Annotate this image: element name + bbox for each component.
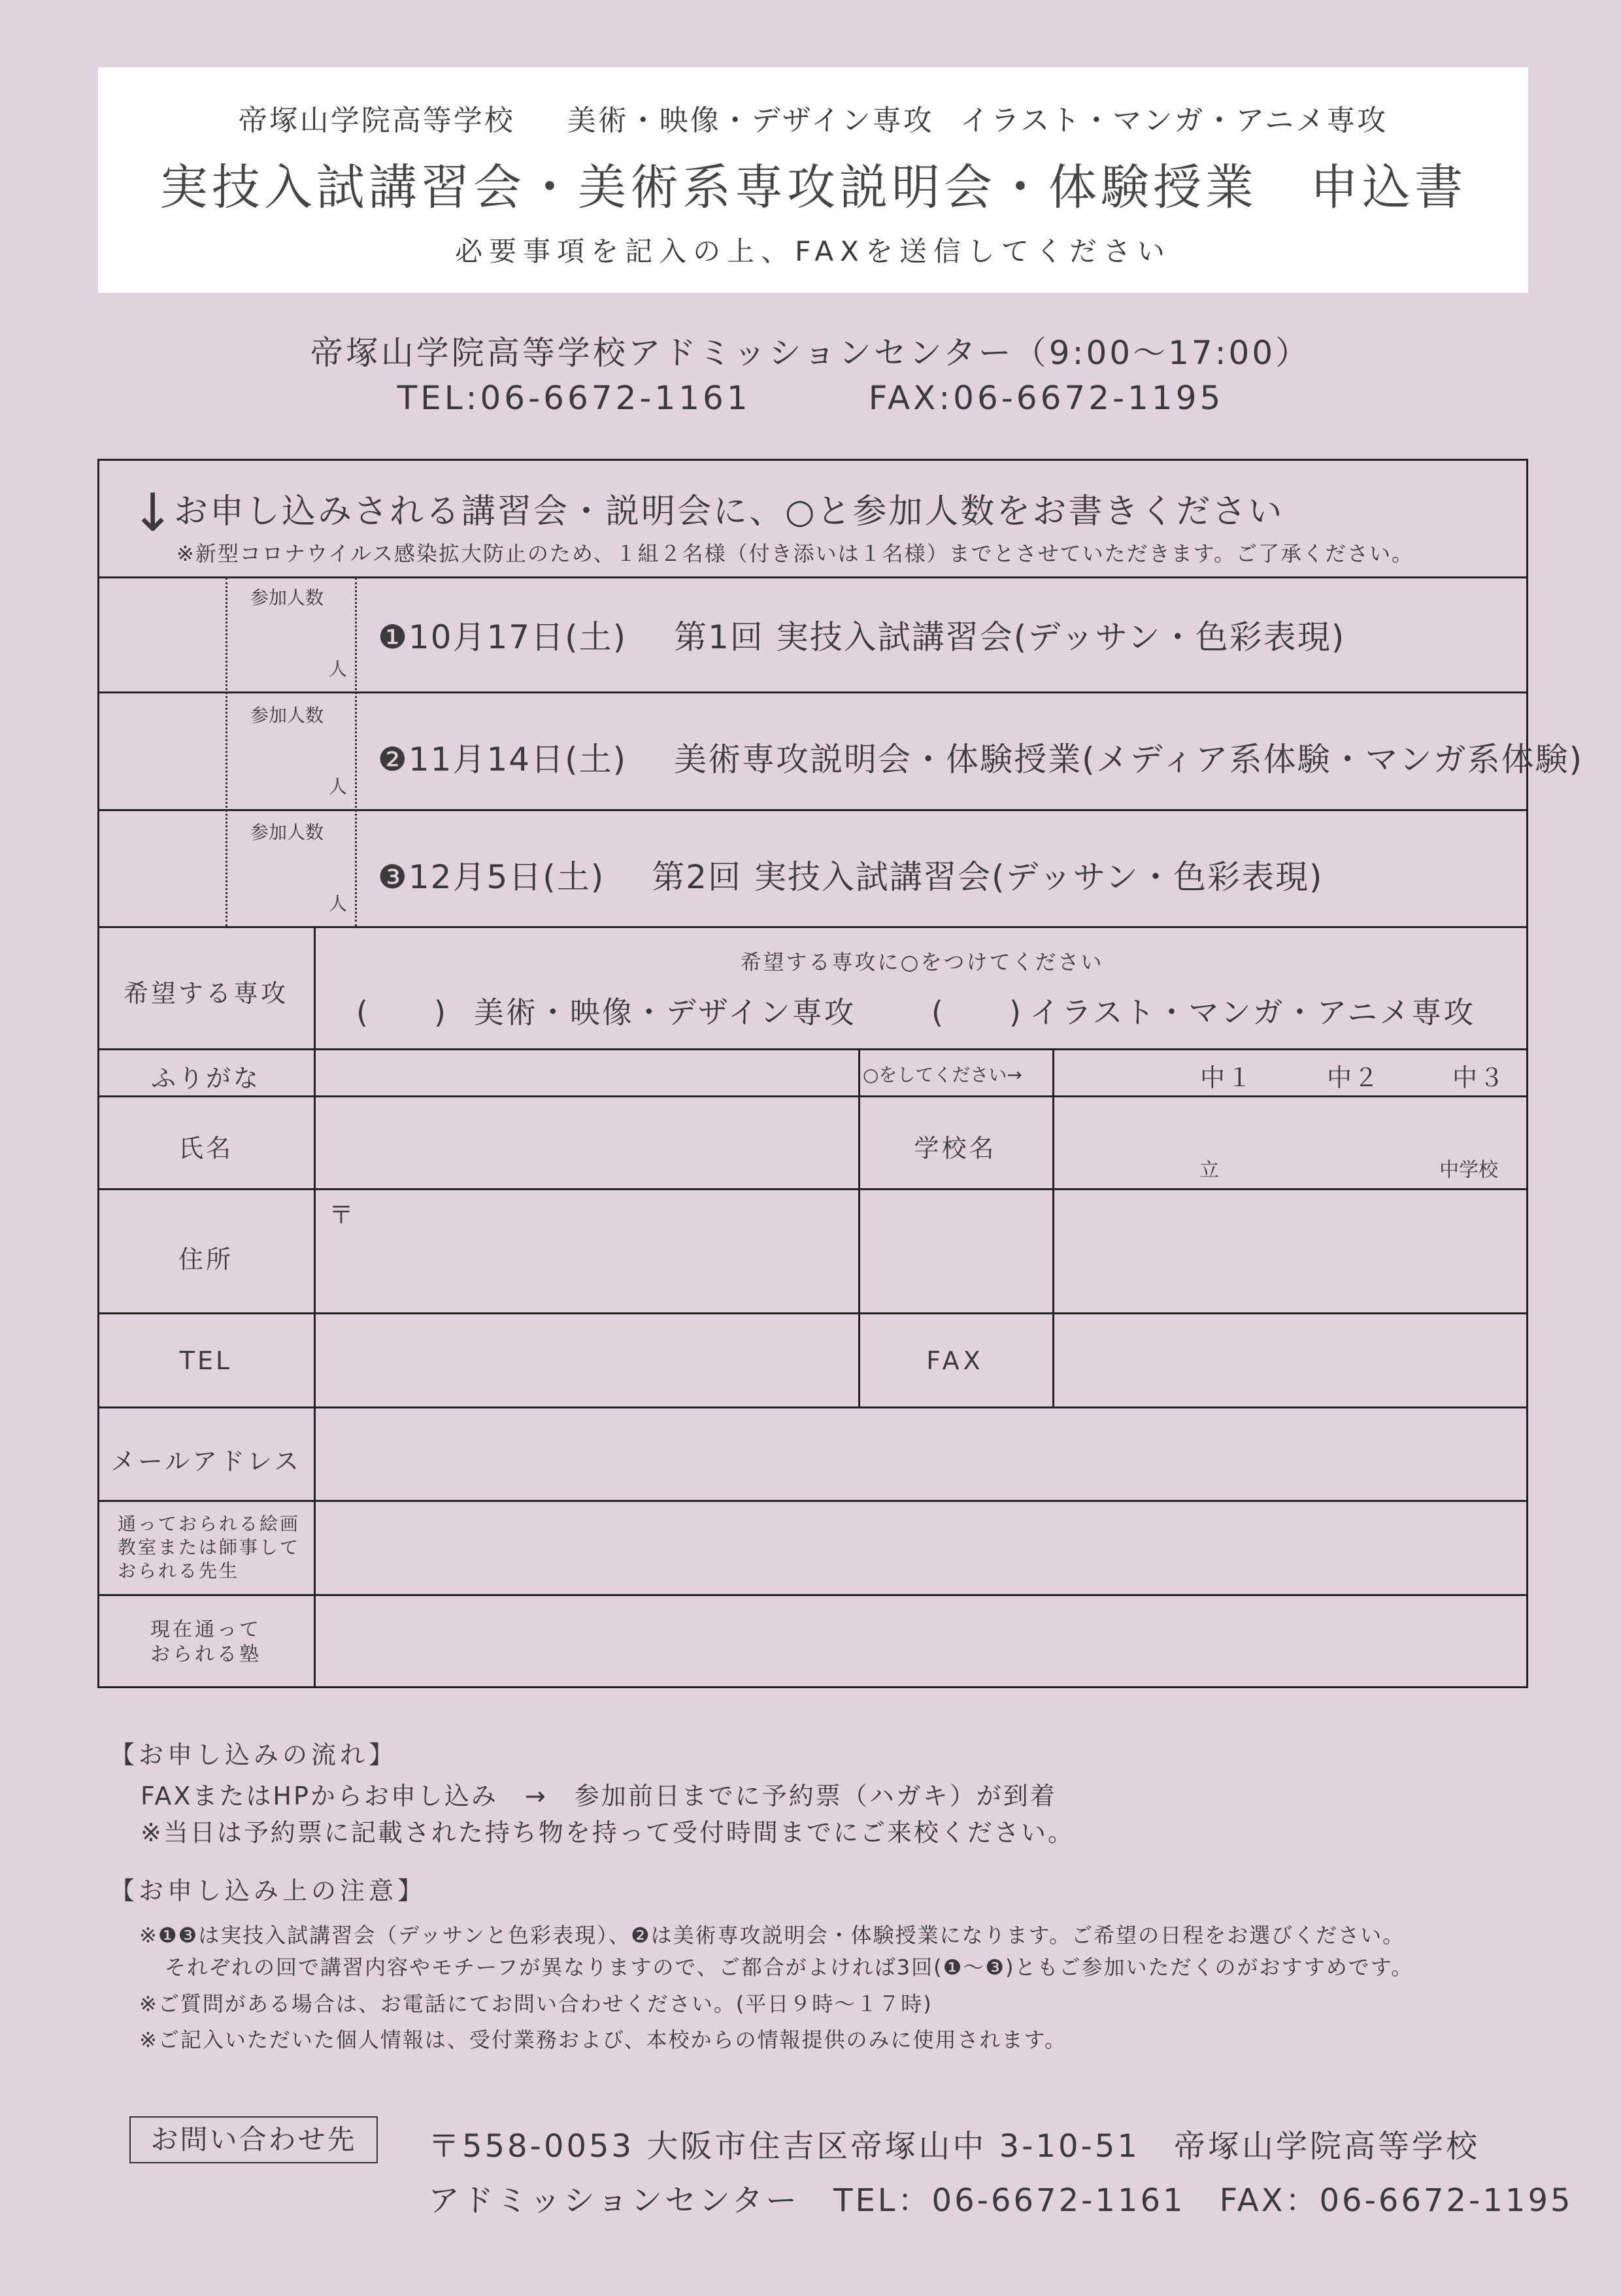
major-option-illust[interactable] bbox=[931, 989, 1475, 1032]
person-unit: 人 bbox=[329, 776, 348, 797]
address-input[interactable] bbox=[316, 1190, 1528, 1312]
participant-count-label: 参加人数 bbox=[250, 705, 324, 726]
furigana-input[interactable] bbox=[316, 1050, 858, 1094]
address-label: 住所 bbox=[178, 1245, 233, 1274]
event-3-count-input[interactable] bbox=[227, 843, 354, 882]
caution-line-4: ※ご記入いただいた個人情報は、受付業務および、本校からの情報提供のみに使用されます。 bbox=[139, 2027, 1067, 2052]
school-name-label: 学校名 bbox=[914, 1134, 997, 1163]
email-label: メールアドレス bbox=[110, 1447, 302, 1476]
caution-line-1: ※❶❸は実技入試講習会（デッサンと色彩表現）、❷は美術専攻説明会・体験授業になります。ご希望の日程をお選びください。 bbox=[139, 1923, 1405, 1948]
major-label: 希望する専攻 bbox=[123, 979, 288, 1008]
divider bbox=[97, 691, 1528, 693]
major-hint: 希望する専攻に○をつけてください bbox=[740, 950, 1104, 974]
contact-numbers bbox=[0, 379, 1621, 417]
divider bbox=[97, 809, 1528, 811]
grade-2[interactable]: 中２ bbox=[1327, 1063, 1381, 1092]
furigana-label: ふりがな bbox=[150, 1064, 261, 1093]
event-number: ❸ bbox=[378, 858, 409, 896]
flow-heading: 【お申し込みの流れ】 bbox=[110, 1740, 398, 1769]
event-name: 美術専攻説明会・体験授業(メディア系体験・マンガ系体験) bbox=[674, 740, 1584, 778]
postal-mark: 〒 bbox=[329, 1201, 354, 1229]
divider bbox=[97, 576, 1528, 578]
grade-3[interactable]: 中３ bbox=[1452, 1063, 1507, 1092]
contact-tel: TEL:06-6672-1161 bbox=[397, 379, 751, 417]
participant-count-label: 参加人数 bbox=[250, 587, 324, 608]
junior-high-label: 中学校 bbox=[1439, 1159, 1498, 1182]
teacher-label-line: おられる先生 bbox=[118, 1560, 240, 1582]
event-1-circle-box[interactable] bbox=[98, 578, 226, 691]
event-1-count-input[interactable] bbox=[227, 608, 354, 647]
event-2-count-input[interactable] bbox=[227, 725, 354, 765]
flow-line-2: ※当日は予約票に記載された持ち物を持って受付時間までにご来校ください。 bbox=[141, 1818, 1075, 1847]
form-title: 実技入試講習会・美術系専攻説明会・体験授業 申込書 bbox=[159, 159, 1467, 216]
tel-label: TEL bbox=[179, 1346, 233, 1375]
notice-main: お申し込みされる講習会・説明会に、○と参加人数をお書きください bbox=[174, 492, 1284, 531]
cram-label-line: 現在通って bbox=[150, 1618, 261, 1641]
event-2 bbox=[378, 733, 1583, 780]
form-subtitle: 必要事項を記入の上、FAXを送信してください bbox=[455, 235, 1171, 267]
teacher-label-line: 教室または師事して bbox=[118, 1537, 301, 1558]
contact-fax: FAX:06-6672-1195 bbox=[868, 379, 1224, 417]
person-unit: 人 bbox=[329, 658, 348, 680]
teacher-label-line: 通っておられる絵画 bbox=[118, 1513, 301, 1535]
event-1 bbox=[378, 611, 1345, 658]
cram-input[interactable] bbox=[316, 1596, 1528, 1686]
inquiry-label: お問い合わせ先 bbox=[129, 2116, 378, 2163]
event-date: 11月14日(土) bbox=[408, 740, 627, 778]
event-name: 第1回 実技入試講習会(デッサン・色彩表現) bbox=[674, 618, 1346, 656]
major-option-art[interactable] bbox=[356, 989, 856, 1032]
cram-label bbox=[98, 1618, 314, 1667]
tel-input[interactable] bbox=[316, 1314, 858, 1406]
footer-address: 〒558-0053 大阪市住吉区帝塚山中 3-10-51 帝塚山学院高等学校 bbox=[428, 2128, 1480, 2165]
event-date: 10月17日(土) bbox=[408, 618, 627, 656]
caution-line-3: ※ご質問がある場合は、お電話にてお問い合わせください。(平日９時〜１７時) bbox=[139, 1991, 933, 2016]
circle-hint: ○をしてください→ bbox=[863, 1064, 1022, 1086]
name-input[interactable] bbox=[316, 1097, 858, 1188]
school-name: 帝塚山学院高等学校 bbox=[238, 104, 515, 137]
major-illust-label: イラスト・マンガ・アニメ専攻 bbox=[1029, 995, 1476, 1030]
event-number: ❶ bbox=[378, 618, 409, 656]
caution-heading: 【お申し込み上の注意】 bbox=[110, 1876, 427, 1905]
cram-label-line: おられる塾 bbox=[150, 1643, 261, 1666]
footer-center: アドミッションセンター TEL：06-6672-1161 FAX：06-6672-1195 bbox=[428, 2182, 1573, 2219]
event-number: ❷ bbox=[378, 740, 409, 778]
event-name: 第2回 実技入試講習会(デッサン・色彩表現) bbox=[652, 858, 1324, 896]
event-2-circle-box[interactable] bbox=[98, 693, 226, 808]
flow-line-1: FAXまたはHPからお申し込み → 参加前日までに予約票（ハガキ）が到着 bbox=[141, 1782, 1057, 1810]
caution-line-2: それぞれの回で講習内容やモチーフが異なりますので、ご都合がよければ3回(❶〜❸)ともご参加いただくのがおすすめです。 bbox=[165, 1955, 1414, 1980]
circle-slot[interactable]: ( ) bbox=[356, 995, 448, 1030]
ritsu-label: 立 bbox=[1199, 1159, 1219, 1182]
fax-label: FAX bbox=[926, 1346, 984, 1375]
dotted-divider bbox=[355, 578, 357, 926]
divider bbox=[97, 926, 1528, 928]
header-school-line bbox=[98, 97, 1528, 139]
person-unit: 人 bbox=[329, 893, 348, 914]
participant-count-label: 参加人数 bbox=[250, 822, 324, 843]
course-art: 美術・映像・デザイン専攻 bbox=[567, 104, 934, 137]
email-input[interactable] bbox=[316, 1408, 1528, 1499]
fax-input[interactable] bbox=[1054, 1314, 1528, 1406]
course-illust: イラスト・マンガ・アニメ専攻 bbox=[960, 104, 1388, 137]
grade-1[interactable]: 中１ bbox=[1200, 1063, 1254, 1092]
circle-slot[interactable]: ( ) bbox=[931, 995, 1023, 1030]
event-3 bbox=[378, 851, 1324, 898]
event-date: 12月5日(土) bbox=[408, 858, 605, 896]
down-arrow-icon: ↓ bbox=[131, 482, 175, 543]
teacher-input[interactable] bbox=[316, 1502, 1528, 1593]
teacher-label bbox=[118, 1512, 300, 1583]
notice-sub: ※新型コロナウイルス感染拡大防止のため、１組２名様（付き添いは１名様）までとさせていただきます。ご了承ください。 bbox=[176, 541, 1414, 566]
name-label: 氏名 bbox=[178, 1134, 233, 1163]
major-art-label: 美術・映像・デザイン専攻 bbox=[473, 995, 856, 1030]
admission-center: 帝塚山学院高等学校アドミッションセンター（9:00〜17:00） bbox=[310, 334, 1311, 372]
event-3-circle-box[interactable] bbox=[98, 811, 226, 925]
